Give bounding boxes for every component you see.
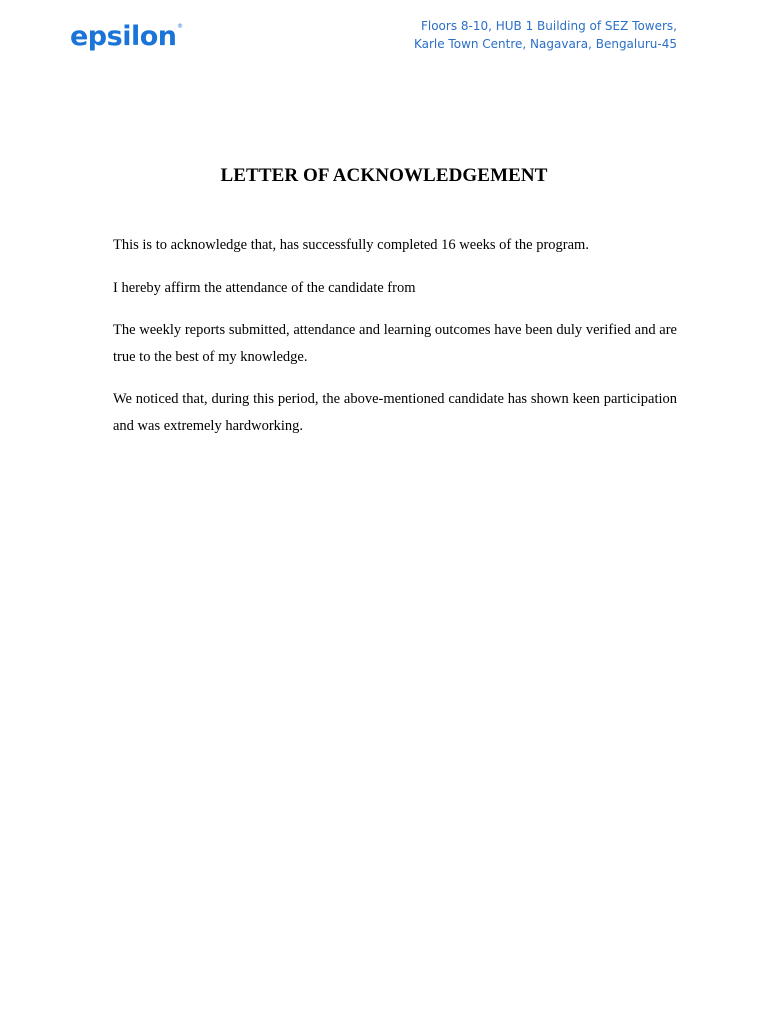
letterhead [0,0,768,80]
letter-title: LETTER OF ACKNOWLEDGEMENT [220,165,548,186]
address-line-1: Floors 8-10, HUB 1 Building of SEZ Towers, [420,19,677,33]
paragraph-remarks: We noticed that, during this period, the above-mentioned candidate has shown keen participation and was extremely hardworking. [113,391,677,434]
company-logo [70,21,183,52]
logo-wordmark: epsilon [70,21,177,52]
paragraph-acknowledgement: This is to acknowledge that, has successfully completed 16 weeks of the program. [113,237,589,253]
company-address [414,18,677,53]
address-line-2: Karle Town Centre, Nagavara, Bengaluru-45 [413,36,677,51]
paragraph-attendance: I hereby affirm the attendance of the candidate from [113,279,416,296]
registered-mark: ® [177,23,183,30]
letter-body [113,232,677,455]
paragraph-verification: The weekly reports submitted, attendance and learning outcomes have been duly verified and are true to the best of my knowledge. [113,322,677,365]
